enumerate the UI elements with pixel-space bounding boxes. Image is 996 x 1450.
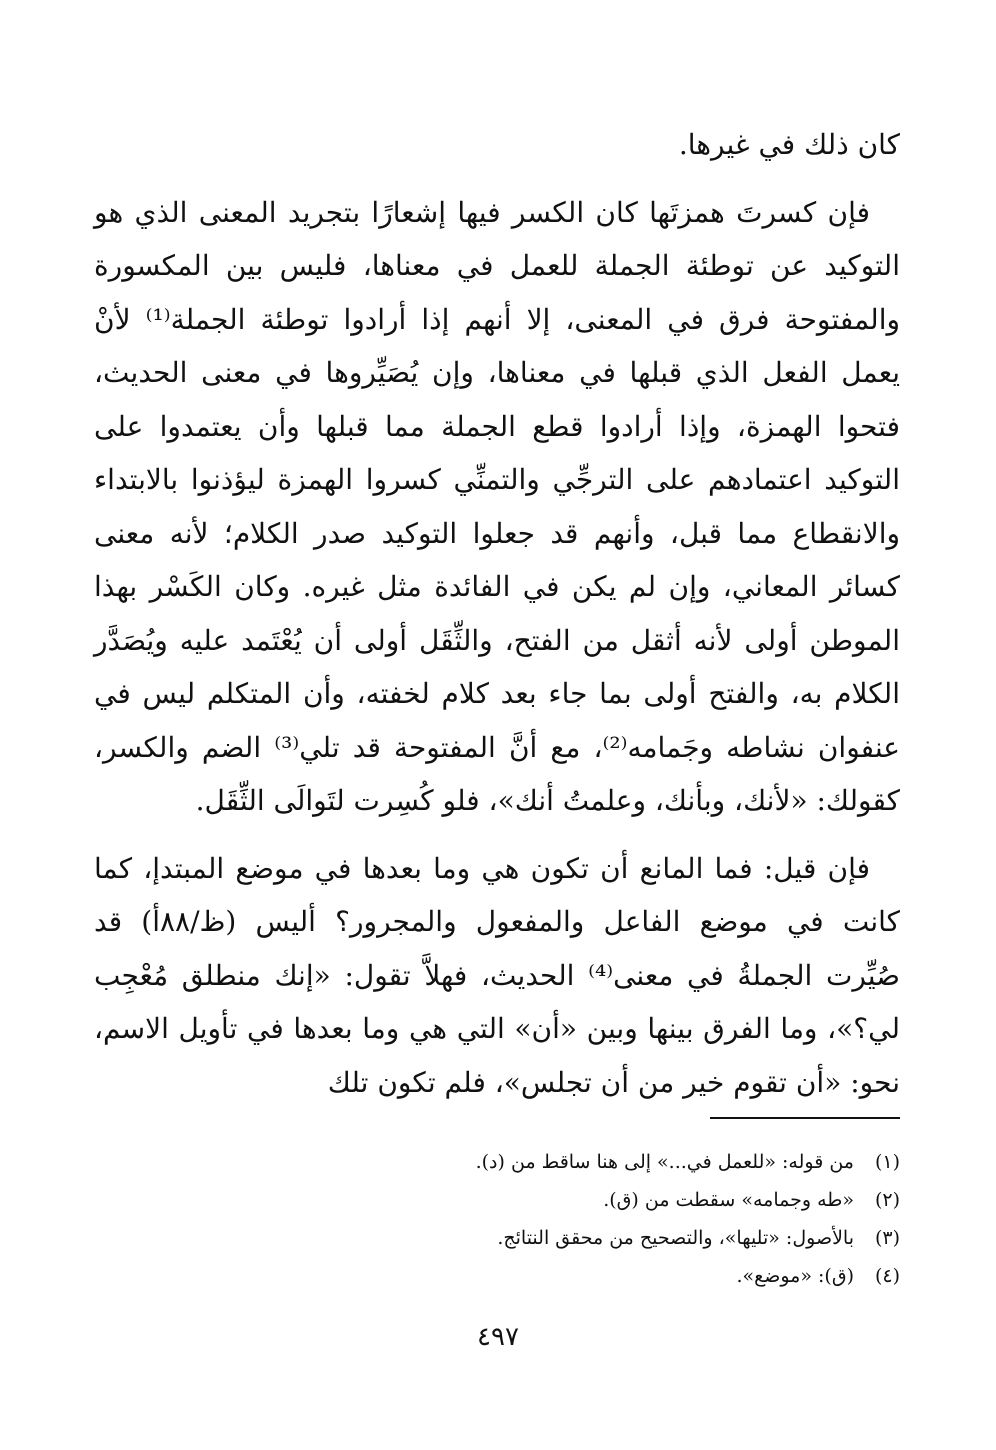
footnote-number: (٤) <box>874 1265 900 1287</box>
footnote-number: (١) <box>874 1151 900 1173</box>
footnote-text: بالأصول: «تليها»، والتصحيح من محقق النتائج. <box>497 1227 854 1249</box>
main-text <box>94 118 900 1109</box>
footnote-text: (ق): «موضع». <box>736 1265 854 1287</box>
paragraph-3: فإن قيل: فما المانع أن تكون هي وما بعدها في موضع المبتدإ، كما كانت في موضع الفاعل والمفعول والمجرور؟ أليس (ظ/٨٨أ) قد صُيِّرت الجملةُ في معنى⁽⁴⁾ الحديث، فهلاَّ تقول: «إنك منطلق مُعْجِب لي؟»، وما الفرق بينها وبين «أن» التي هي وما بعدها في تأويل الاسم، نحو: «أن تقوم خير من أن تجلس»، فلم تكون تلك <box>94 851 901 1099</box>
footnote-number: (٢) <box>874 1189 900 1211</box>
page-number: ٤٩٧ <box>477 1322 519 1352</box>
footnotes <box>94 1143 900 1295</box>
footnote-4 <box>94 1257 900 1295</box>
paragraph-2: فإن كسرتَ همزتَها كان الكسر فيها إشعارًا بتجريد المعنى الذي هو التوكيد عن توطئة الجملة للعمل في معناها، فليس بين المكسورة والمفتوحة فرق في المعنى، إلا أنهم إذا أرادوا توطئة الجملة⁽¹⁾ لأنْ يعمل الفعل الذي قبلها في معناها، وإن يُصَيِّروها في معنى الحديث، فتحوا الهمزة، وإذا أرادوا قطع الجملة مما قبلها وأن يعتمدوا على التوكيد اعتمادهم على الترجِّي والتمنِّي كسروا الهمزة ليؤذنوا بالابتداء والانقطاع مما قبل، وأنهم قد جعلوا التوكيد صدر الكلام؛ لأنه معنى كسائر المعاني، وإن لم يكن في الفائدة مثل غيره. وكان الكَسْر بهذا الموطن أولى لأنه أثقل من الفتح، والثِّقَل أولى أن يُعْتَمد عليه ويُصَدَّر الكلام به، والفتح أولى بما جاء بعد كلام لخفته، وأن المتكلم ليس في عنفوان نشاطه وجَمامه⁽²⁾، مع أنَّ المفتوحة قد تلي⁽³⁾ الضم والكسر، كقولك: «لأنك، وبأنك، وعلمتُ أنك»، فلو كُسِرت لتَوالَى الثِّقَل. <box>94 195 901 817</box>
footnote-3 <box>94 1219 900 1257</box>
footnote-text: «طه وجمامه» سقطت من (ق). <box>603 1189 854 1211</box>
footnote-number: (٣) <box>874 1227 900 1249</box>
footnote-text: من قوله: «للعمل في...» إلى هنا ساقط من (د). <box>475 1151 854 1173</box>
footnote-2 <box>94 1181 900 1219</box>
footnote-divider <box>710 1117 900 1119</box>
paragraph-1: كان ذلك في غيرها. <box>678 128 900 161</box>
footnote-1 <box>94 1143 900 1181</box>
